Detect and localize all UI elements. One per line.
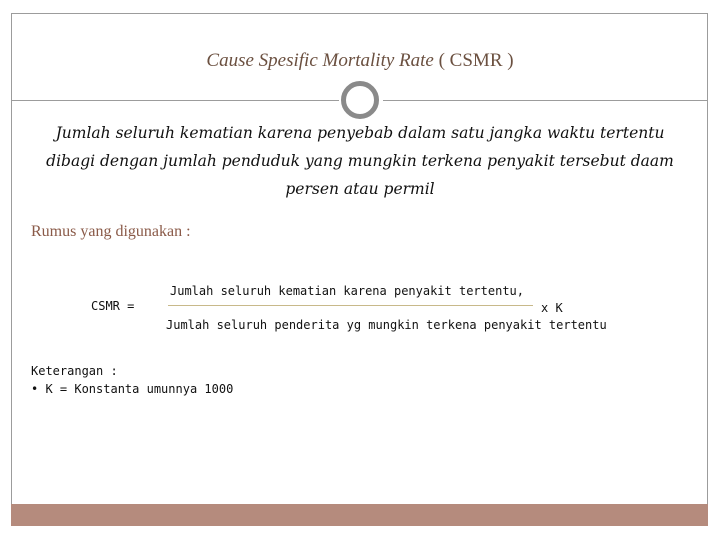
notes-heading: Keterangan : [31,364,118,378]
slide-title-abbrev: ( CSMR ) [433,50,514,71]
slide-title [0,50,720,72]
fraction-line [168,305,533,306]
title-divider-left [12,100,339,101]
formula-denominator: Jumlah seluruh penderita yg mungkin terkena penyakit tertentu [166,318,607,332]
title-divider-right [383,100,708,101]
circle-ornament-icon [341,81,379,119]
bottom-accent-bar [11,504,708,526]
slide-title-main: Cause Spesific Mortality Rate [206,50,434,71]
notes-item: • K = Konstanta umunnya 1000 [31,382,234,396]
definition-text: Jumlah seluruh kematian karena penyebab dalam satu jangka waktu tertentu dibagi dengan jumlah penduduk yang mungkin terkena penyakit tersebut daam persen atau permil [46,124,674,198]
formula-left-side: CSMR = [91,299,135,313]
formula-multiplier: x K [541,301,563,315]
formula-numerator: Jumlah seluruh kematian karena penyakit tertentu, [170,284,525,298]
formula-heading: Rumus yang digunakan : [31,223,191,240]
